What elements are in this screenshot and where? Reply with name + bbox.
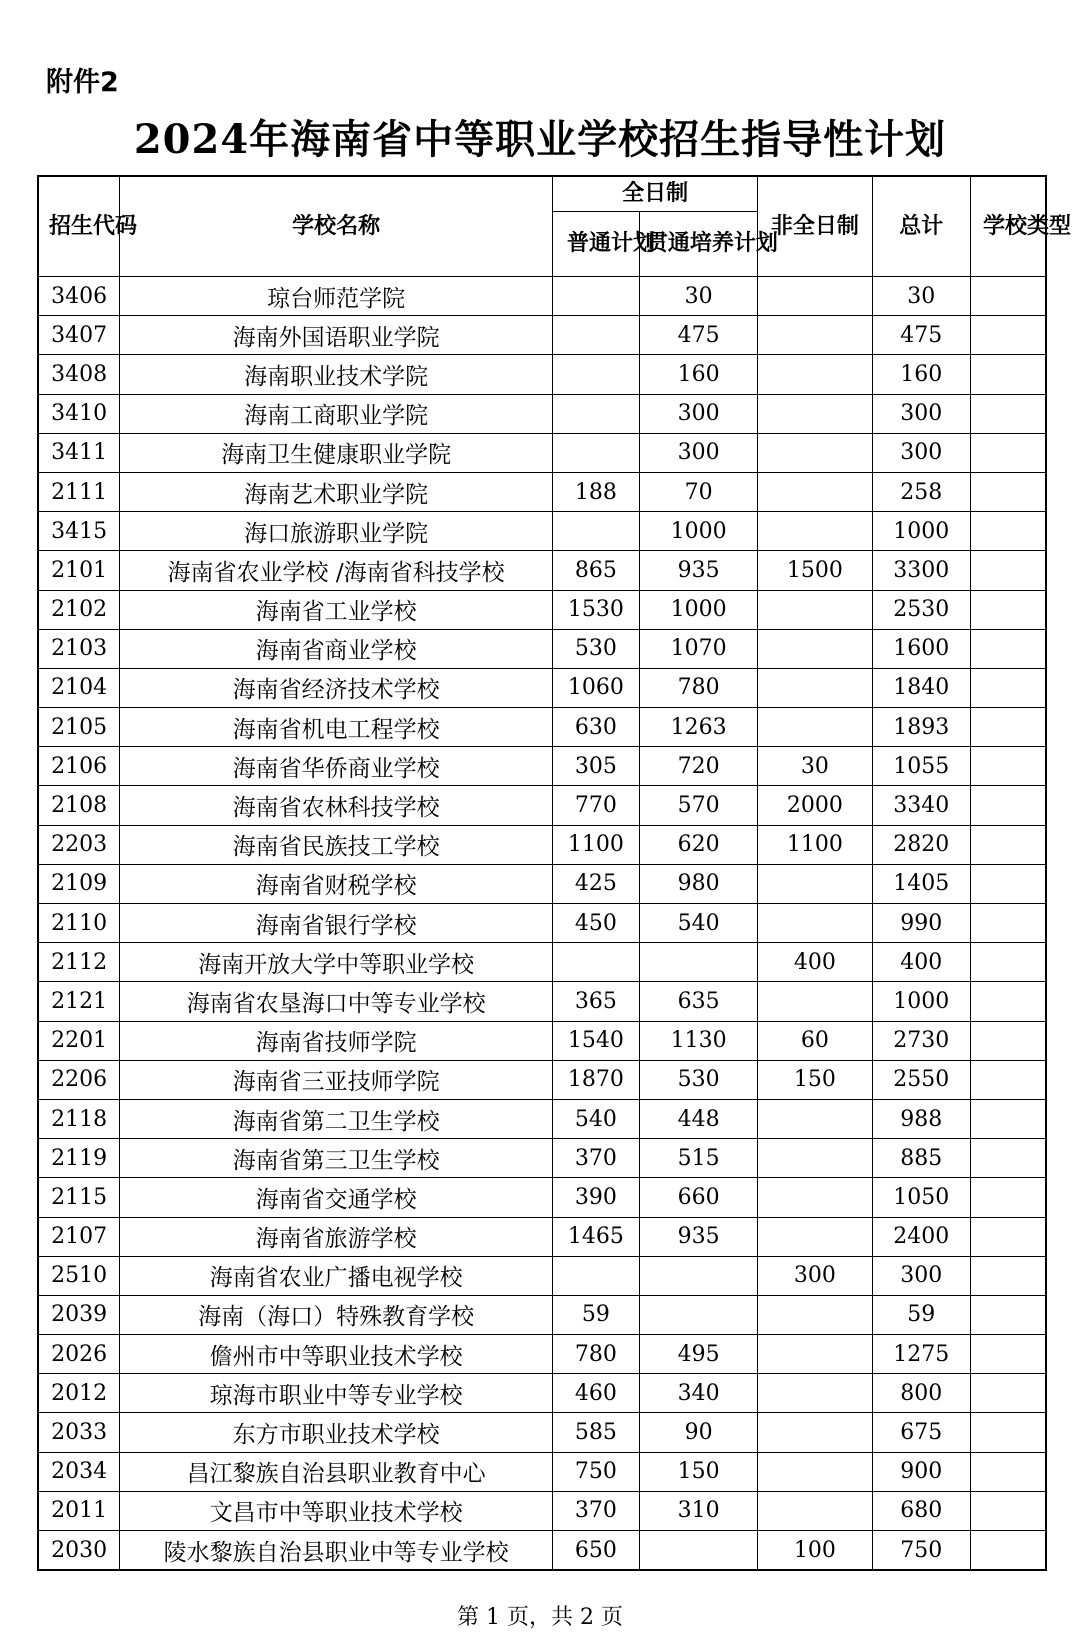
cell-integrated-plan: 1263 — [639, 708, 757, 747]
cell-school-type — [971, 668, 1047, 707]
cell-part-time — [758, 472, 872, 511]
table-row — [38, 864, 1046, 903]
cell-school-name: 昌江黎族自治县职业教育中心 — [120, 1452, 553, 1491]
cell-school-type — [971, 943, 1047, 982]
cell-regular-plan: 305 — [552, 747, 639, 786]
cell-total: 2400 — [872, 1217, 970, 1256]
cell-total: 300 — [872, 394, 970, 433]
cell-integrated-plan: 90 — [639, 1413, 757, 1452]
cell-integrated-plan: 660 — [639, 1178, 757, 1217]
cell-school-name: 海南艺术职业学院 — [120, 472, 553, 511]
cell-code: 2012 — [38, 1374, 120, 1413]
cell-total: 800 — [872, 1374, 970, 1413]
cell-code: 3415 — [38, 512, 120, 551]
header-full-time: 全日制 — [552, 176, 757, 212]
cell-school-type — [971, 394, 1047, 433]
cell-school-name: 海南省第二卫生学校 — [120, 1099, 553, 1138]
cell-school-type — [971, 1374, 1047, 1413]
table-row — [38, 708, 1046, 747]
cell-total: 1893 — [872, 708, 970, 747]
table-row — [38, 277, 1046, 316]
cell-part-time: 1500 — [758, 551, 872, 590]
cell-integrated-plan: 1000 — [639, 590, 757, 629]
cell-code: 3407 — [38, 316, 120, 355]
table-row — [38, 629, 1046, 668]
cell-school-name: 海南外国语职业学院 — [120, 316, 553, 355]
cell-integrated-plan: 635 — [639, 982, 757, 1021]
table-row — [38, 1452, 1046, 1491]
cell-school-type — [971, 1021, 1047, 1060]
table-row — [38, 433, 1046, 472]
cell-regular-plan — [552, 1256, 639, 1295]
table-row — [38, 512, 1046, 551]
table-row — [38, 551, 1046, 590]
cell-code: 2026 — [38, 1335, 120, 1374]
cell-school-name: 海南省旅游学校 — [120, 1217, 553, 1256]
cell-code: 2108 — [38, 786, 120, 825]
cell-regular-plan — [552, 512, 639, 551]
cell-code: 2033 — [38, 1413, 120, 1452]
cell-part-time — [758, 904, 872, 943]
cell-part-time — [758, 1374, 872, 1413]
attachment-label: 附件2 — [46, 67, 119, 98]
enrollment-plan-table — [37, 175, 1072, 1571]
cell-regular-plan — [552, 277, 639, 316]
cell-code: 2112 — [38, 943, 120, 982]
cell-school-type — [971, 1178, 1047, 1217]
cell-total: 1000 — [872, 982, 970, 1021]
cell-code: 2034 — [38, 1452, 120, 1491]
cell-school-name: 儋州市中等职业技术学校 — [120, 1335, 553, 1374]
cell-school-type — [971, 1335, 1047, 1374]
cell-regular-plan: 450 — [552, 904, 639, 943]
cell-integrated-plan: 570 — [639, 786, 757, 825]
cell-regular-plan: 365 — [552, 982, 639, 1021]
cell-total: 400 — [872, 943, 970, 982]
cell-regular-plan: 1530 — [552, 590, 639, 629]
cell-part-time — [758, 394, 872, 433]
cell-total: 1840 — [872, 668, 970, 707]
cell-regular-plan: 370 — [552, 1139, 639, 1178]
cell-school-type — [971, 747, 1047, 786]
cell-part-time — [758, 708, 872, 747]
cell-school-type — [971, 825, 1047, 864]
cell-school-name: 琼海市职业中等专业学校 — [120, 1374, 553, 1413]
cell-integrated-plan: 30 — [639, 277, 757, 316]
cell-school-name: 海南省经济技术学校 — [120, 668, 553, 707]
cell-regular-plan: 540 — [552, 1099, 639, 1138]
cell-school-type — [971, 1099, 1047, 1138]
cell-code: 2119 — [38, 1139, 120, 1178]
cell-school-name: 海南省农业广播电视学校 — [120, 1256, 553, 1295]
cell-code: 3411 — [38, 433, 120, 472]
cell-school-type — [971, 904, 1047, 943]
cell-integrated-plan: 515 — [639, 1139, 757, 1178]
cell-school-type — [971, 551, 1047, 590]
cell-school-name: 海南省农林科技学校 — [120, 786, 553, 825]
cell-total: 885 — [872, 1139, 970, 1178]
cell-school-type — [971, 1060, 1047, 1099]
table-row — [38, 1413, 1046, 1452]
cell-integrated-plan — [639, 1256, 757, 1295]
cell-integrated-plan: 340 — [639, 1374, 757, 1413]
cell-code: 2110 — [38, 904, 120, 943]
cell-code: 3410 — [38, 394, 120, 433]
cell-school-name: 海南省技师学院 — [120, 1021, 553, 1060]
cell-school-name: 海南省银行学校 — [120, 904, 553, 943]
cell-part-time — [758, 1178, 872, 1217]
header-integrated-plan: 贯通培养计划 — [639, 212, 757, 277]
cell-part-time — [758, 1491, 872, 1530]
cell-regular-plan: 750 — [552, 1452, 639, 1491]
cell-part-time — [758, 1099, 872, 1138]
cell-code: 2510 — [38, 1256, 120, 1295]
cell-integrated-plan: 620 — [639, 825, 757, 864]
cell-school-type — [971, 1531, 1047, 1571]
cell-school-name: 海南省农业学校 /海南省科技学校 — [120, 551, 553, 590]
table-row — [38, 1335, 1046, 1374]
header-part-time: 非全日制 — [758, 176, 872, 277]
table-row — [38, 943, 1046, 982]
table-row — [38, 1531, 1046, 1571]
cell-school-type — [971, 316, 1047, 355]
cell-school-type — [971, 590, 1047, 629]
cell-part-time — [758, 629, 872, 668]
cell-code: 3408 — [38, 355, 120, 394]
cell-code: 2107 — [38, 1217, 120, 1256]
table-row — [38, 394, 1046, 433]
header-school-type: 学校类型 — [971, 176, 1047, 277]
cell-integrated-plan: 1070 — [639, 629, 757, 668]
cell-integrated-plan: 300 — [639, 433, 757, 472]
cell-school-type — [971, 982, 1047, 1021]
cell-integrated-plan: 935 — [639, 551, 757, 590]
table-row — [38, 904, 1046, 943]
cell-regular-plan: 780 — [552, 1335, 639, 1374]
cell-part-time: 300 — [758, 1256, 872, 1295]
cell-code: 2106 — [38, 747, 120, 786]
cell-part-time: 60 — [758, 1021, 872, 1060]
cell-regular-plan: 865 — [552, 551, 639, 590]
cell-school-name: 海南省民族技工学校 — [120, 825, 553, 864]
cell-integrated-plan: 980 — [639, 864, 757, 903]
cell-part-time — [758, 355, 872, 394]
cell-integrated-plan: 1130 — [639, 1021, 757, 1060]
cell-integrated-plan: 530 — [639, 1060, 757, 1099]
cell-integrated-plan: 935 — [639, 1217, 757, 1256]
cell-total: 900 — [872, 1452, 970, 1491]
cell-code: 2102 — [38, 590, 120, 629]
cell-total: 300 — [872, 433, 970, 472]
cell-regular-plan — [552, 355, 639, 394]
cell-integrated-plan: 720 — [639, 747, 757, 786]
cell-school-type — [971, 277, 1047, 316]
cell-school-name: 海南省财税学校 — [120, 864, 553, 903]
page-footer: 第 1 页，共 2 页 — [457, 1605, 623, 1630]
cell-school-name: 东方市职业技术学校 — [120, 1413, 553, 1452]
cell-regular-plan — [552, 943, 639, 982]
cell-school-name: 海南省华侨商业学校 — [120, 747, 553, 786]
cell-school-name: 海南省农垦海口中等专业学校 — [120, 982, 553, 1021]
cell-integrated-plan: 540 — [639, 904, 757, 943]
table-row — [38, 1256, 1046, 1295]
cell-integrated-plan: 70 — [639, 472, 757, 511]
cell-school-type — [971, 1491, 1047, 1530]
table-row — [38, 1139, 1046, 1178]
table-row — [38, 472, 1046, 511]
cell-school-name: 海南省交通学校 — [120, 1178, 553, 1217]
table-row — [38, 1099, 1046, 1138]
table-row — [38, 316, 1046, 355]
cell-integrated-plan: 448 — [639, 1099, 757, 1138]
table-row — [38, 590, 1046, 629]
cell-school-name: 海南卫生健康职业学院 — [120, 433, 553, 472]
table-row — [38, 1491, 1046, 1530]
cell-code: 2121 — [38, 982, 120, 1021]
cell-total: 3300 — [872, 551, 970, 590]
cell-code: 2030 — [38, 1531, 120, 1571]
cell-part-time — [758, 316, 872, 355]
cell-part-time: 1100 — [758, 825, 872, 864]
cell-integrated-plan: 300 — [639, 394, 757, 433]
cell-total: 750 — [872, 1531, 970, 1571]
cell-school-type — [971, 1295, 1047, 1334]
cell-part-time: 150 — [758, 1060, 872, 1099]
cell-total: 1055 — [872, 747, 970, 786]
cell-part-time: 2000 — [758, 786, 872, 825]
cell-part-time — [758, 1139, 872, 1178]
cell-regular-plan: 650 — [552, 1531, 639, 1571]
cell-total: 675 — [872, 1413, 970, 1452]
table-row — [38, 1060, 1046, 1099]
cell-code: 2111 — [38, 472, 120, 511]
cell-part-time: 100 — [758, 1531, 872, 1571]
cell-regular-plan: 1060 — [552, 668, 639, 707]
cell-total: 300 — [872, 1256, 970, 1295]
cell-school-type — [971, 1217, 1047, 1256]
cell-integrated-plan: 475 — [639, 316, 757, 355]
cell-school-name: 海南职业技术学院 — [120, 355, 553, 394]
cell-school-type — [971, 1139, 1047, 1178]
cell-regular-plan: 1540 — [552, 1021, 639, 1060]
cell-part-time — [758, 277, 872, 316]
cell-total: 2730 — [872, 1021, 970, 1060]
cell-part-time — [758, 982, 872, 1021]
cell-part-time — [758, 433, 872, 472]
cell-part-time — [758, 1217, 872, 1256]
cell-school-name: 海南省商业学校 — [120, 629, 553, 668]
cell-total: 3340 — [872, 786, 970, 825]
cell-school-name: 海南省三亚技师学院 — [120, 1060, 553, 1099]
cell-integrated-plan — [639, 1531, 757, 1571]
table-row — [38, 1021, 1046, 1060]
cell-school-name: 海口旅游职业学院 — [120, 512, 553, 551]
cell-code: 2101 — [38, 551, 120, 590]
cell-integrated-plan: 495 — [639, 1335, 757, 1374]
cell-school-name: 海南省机电工程学校 — [120, 708, 553, 747]
cell-school-type — [971, 433, 1047, 472]
cell-total: 1050 — [872, 1178, 970, 1217]
cell-school-type — [971, 472, 1047, 511]
table-row — [38, 668, 1046, 707]
table-row — [38, 1217, 1046, 1256]
table-row — [38, 825, 1046, 864]
cell-total: 990 — [872, 904, 970, 943]
cell-regular-plan — [552, 394, 639, 433]
table-row — [38, 1178, 1046, 1217]
cell-school-name: 海南（海口）特殊教育学校 — [120, 1295, 553, 1334]
cell-part-time — [758, 668, 872, 707]
cell-school-name: 海南开放大学中等职业学校 — [120, 943, 553, 982]
cell-code: 2206 — [38, 1060, 120, 1099]
cell-regular-plan: 1465 — [552, 1217, 639, 1256]
cell-total: 2550 — [872, 1060, 970, 1099]
header-school-name: 学校名称 — [120, 176, 553, 277]
cell-regular-plan — [552, 433, 639, 472]
cell-school-name: 海南省工业学校 — [120, 590, 553, 629]
document-title: 2024年海南省中等职业学校招生指导性计划 — [133, 116, 947, 163]
cell-total: 1000 — [872, 512, 970, 551]
cell-school-type — [971, 1452, 1047, 1491]
cell-code: 2011 — [38, 1491, 120, 1530]
cell-regular-plan: 530 — [552, 629, 639, 668]
cell-part-time — [758, 864, 872, 903]
cell-code: 2103 — [38, 629, 120, 668]
cell-total: 59 — [872, 1295, 970, 1334]
cell-part-time: 30 — [758, 747, 872, 786]
cell-integrated-plan: 150 — [639, 1452, 757, 1491]
table-row — [38, 355, 1046, 394]
cell-school-type — [971, 1256, 1047, 1295]
cell-total: 680 — [872, 1491, 970, 1530]
cell-regular-plan: 585 — [552, 1413, 639, 1452]
cell-total: 1600 — [872, 629, 970, 668]
cell-school-name: 文昌市中等职业技术学校 — [120, 1491, 553, 1530]
header-regular-plan: 普通计划 — [552, 212, 639, 277]
cell-regular-plan: 1870 — [552, 1060, 639, 1099]
cell-regular-plan: 425 — [552, 864, 639, 903]
table-row — [38, 1295, 1046, 1334]
cell-school-name: 海南省第三卫生学校 — [120, 1139, 553, 1178]
cell-school-name: 陵水黎族自治县职业中等专业学校 — [120, 1531, 553, 1571]
table-row — [38, 1374, 1046, 1413]
cell-school-type — [971, 708, 1047, 747]
cell-part-time — [758, 512, 872, 551]
cell-school-name: 琼台师范学院 — [120, 277, 553, 316]
cell-total: 988 — [872, 1099, 970, 1138]
cell-total: 1275 — [872, 1335, 970, 1374]
cell-code: 2109 — [38, 864, 120, 903]
cell-part-time — [758, 1335, 872, 1374]
cell-regular-plan: 1100 — [552, 825, 639, 864]
cell-regular-plan: 630 — [552, 708, 639, 747]
cell-total: 2820 — [872, 825, 970, 864]
cell-total: 160 — [872, 355, 970, 394]
cell-regular-plan: 460 — [552, 1374, 639, 1413]
cell-regular-plan: 188 — [552, 472, 639, 511]
cell-integrated-plan: 160 — [639, 355, 757, 394]
cell-code: 3406 — [38, 277, 120, 316]
cell-code: 2201 — [38, 1021, 120, 1060]
cell-code: 2105 — [38, 708, 120, 747]
cell-total: 258 — [872, 472, 970, 511]
cell-regular-plan — [552, 316, 639, 355]
cell-code: 2039 — [38, 1295, 120, 1334]
header-total: 总计 — [872, 176, 970, 277]
cell-school-type — [971, 512, 1047, 551]
cell-integrated-plan: 780 — [639, 668, 757, 707]
cell-total: 1405 — [872, 864, 970, 903]
header-code: 招生代码 — [38, 176, 120, 277]
cell-school-type — [971, 864, 1047, 903]
cell-part-time — [758, 1295, 872, 1334]
cell-code: 2104 — [38, 668, 120, 707]
cell-school-name: 海南工商职业学院 — [120, 394, 553, 433]
cell-regular-plan: 390 — [552, 1178, 639, 1217]
cell-code: 2203 — [38, 825, 120, 864]
cell-regular-plan: 59 — [552, 1295, 639, 1334]
cell-part-time — [758, 1452, 872, 1491]
cell-total: 475 — [872, 316, 970, 355]
cell-total: 2530 — [872, 590, 970, 629]
cell-code: 2118 — [38, 1099, 120, 1138]
cell-integrated-plan: 310 — [639, 1491, 757, 1530]
table-row — [38, 786, 1046, 825]
cell-regular-plan: 770 — [552, 786, 639, 825]
cell-school-type — [971, 355, 1047, 394]
cell-integrated-plan — [639, 943, 757, 982]
cell-school-type — [971, 786, 1047, 825]
cell-total: 30 — [872, 277, 970, 316]
cell-part-time — [758, 590, 872, 629]
cell-part-time — [758, 1413, 872, 1452]
cell-part-time: 400 — [758, 943, 872, 982]
cell-school-type — [971, 629, 1047, 668]
cell-regular-plan: 370 — [552, 1491, 639, 1530]
cell-school-type — [971, 1413, 1047, 1452]
cell-integrated-plan: 1000 — [639, 512, 757, 551]
cell-code: 2115 — [38, 1178, 120, 1217]
table-row — [38, 982, 1046, 1021]
cell-integrated-plan — [639, 1295, 757, 1334]
table-row — [38, 747, 1046, 786]
